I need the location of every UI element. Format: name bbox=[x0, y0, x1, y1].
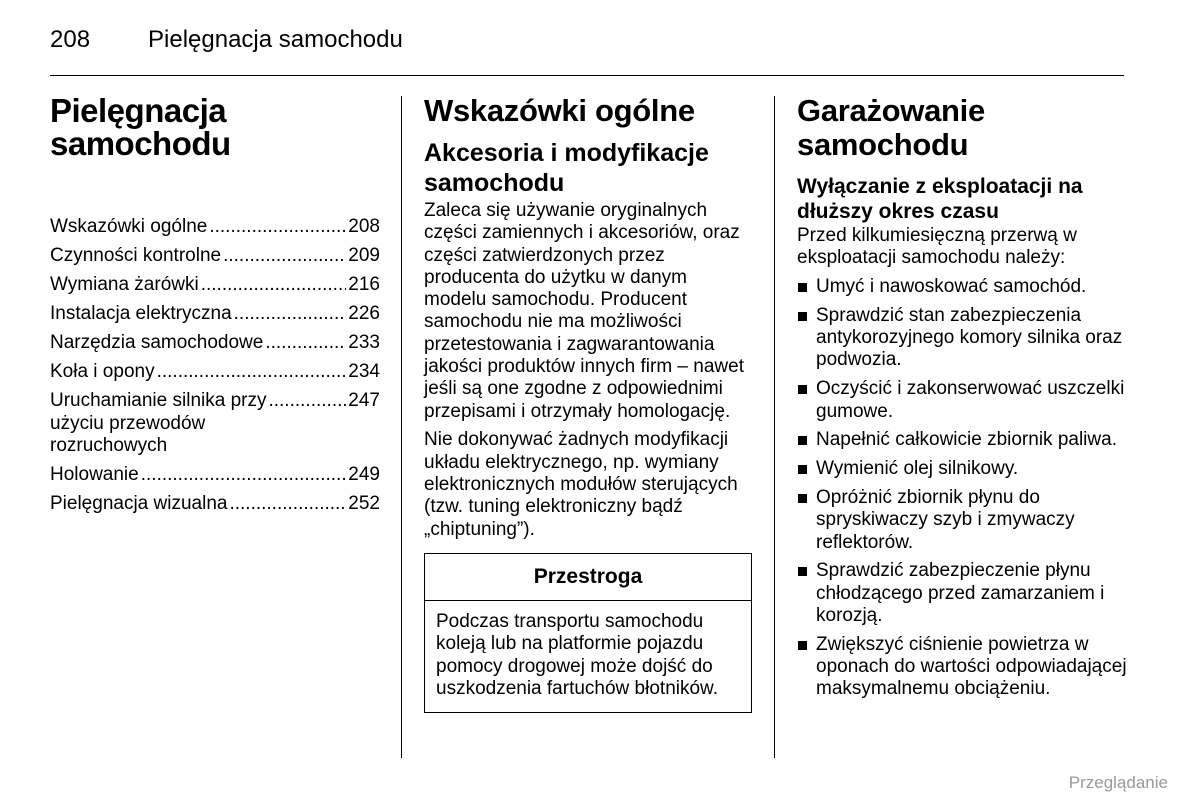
list-item-text: Opróżnić zbiornik płynu do spryskiwaczy szyb i zmywaczy reflektorów. bbox=[816, 486, 1075, 553]
subsection-title: Akcesoria i modyfikacje samochodu bbox=[424, 139, 709, 197]
toc-item[interactable] bbox=[50, 216, 380, 239]
page-number: 208 bbox=[50, 26, 91, 53]
list-item-text: Umyć i nawoskować samochód. bbox=[816, 276, 1087, 298]
square-bullet-icon bbox=[798, 567, 807, 576]
running-title: Pielęgnacja samochodu bbox=[148, 26, 403, 53]
caution-text: Podczas transportu samochodu koleją lub na platformie pojazdu pomocy drogowej może dojść do uszkodzenia fartuchów błotników. bbox=[436, 610, 718, 699]
list-item-text: Wymienić olej silnikowy. bbox=[816, 458, 1019, 480]
toc-leader bbox=[209, 216, 346, 239]
toc-leader bbox=[268, 390, 346, 413]
toc-label: Pielęgnacja wizualna bbox=[50, 493, 228, 514]
list-item-text: Napełnić całkowicie zbiornik paliwa. bbox=[816, 429, 1117, 451]
toc-leader bbox=[234, 303, 347, 326]
toc-page: 216 bbox=[348, 274, 380, 295]
toc-label: Wymiana żarówki bbox=[50, 274, 199, 295]
list-item bbox=[797, 634, 1127, 701]
caution-box bbox=[424, 553, 752, 713]
list-item bbox=[797, 560, 1127, 627]
list-item bbox=[797, 276, 1127, 298]
toc-item[interactable] bbox=[50, 332, 380, 355]
body-paragraph: Zaleca się używanie oryginalnych części zamiennych i akcesoriów, oraz części zatwierdzonych przez producenta do użytku w danym modelu samochodu. Producent samochodu nie ma możliwości przetestowania i zagwarantowania jakości produktów innych firm – nawet jeśli są one zgodne z odpowiednimi przepisami i otrzymały homologację. bbox=[424, 200, 744, 422]
toc-page: 252 bbox=[348, 493, 380, 514]
toc-page: 233 bbox=[348, 332, 380, 353]
toc-item[interactable] bbox=[50, 274, 380, 297]
column-divider bbox=[401, 96, 402, 758]
section-title: Wskazówki ogólne bbox=[424, 93, 695, 128]
toc-page: 234 bbox=[348, 361, 380, 382]
list-item-text: Sprawdzić stan zabezpieczenia antykorozyjnego komory silnika oraz podwozia. bbox=[816, 304, 1123, 371]
toc-page: 226 bbox=[348, 303, 380, 324]
square-bullet-icon bbox=[798, 283, 807, 292]
header-rule bbox=[50, 75, 1124, 76]
toc-item[interactable] bbox=[50, 361, 380, 384]
toc-item[interactable] bbox=[50, 464, 380, 487]
toc-leader bbox=[157, 361, 347, 384]
list-item bbox=[797, 429, 1127, 451]
list-item-text: Sprawdzić zabezpieczenie płynu chłodzącego przed zamarzaniem i korozją. bbox=[816, 560, 1105, 626]
toc-leader bbox=[201, 274, 347, 297]
table-of-contents bbox=[50, 216, 380, 516]
list-item bbox=[797, 305, 1127, 372]
list-item bbox=[797, 458, 1127, 480]
toc-item[interactable] bbox=[50, 493, 380, 516]
toc-label: Koła i opony bbox=[50, 361, 155, 382]
square-bullet-icon bbox=[798, 465, 807, 474]
toc-leader bbox=[141, 464, 347, 487]
square-bullet-icon bbox=[798, 641, 807, 650]
toc-leader bbox=[229, 493, 346, 516]
general-notes-column bbox=[424, 94, 754, 713]
section-title: Garażowanie samochodu bbox=[797, 93, 985, 162]
toc-item[interactable] bbox=[50, 303, 380, 326]
intro-paragraph: Przed kilkumiesięczną przerwą w eksploatacji samochodu należy: bbox=[797, 225, 1077, 269]
toc-page: 247 bbox=[348, 390, 380, 411]
storage-column bbox=[797, 94, 1127, 707]
chapter-title-text: Pielęgnacja samochodu bbox=[50, 92, 231, 162]
toc-label: Uruchamianie silnika przy użyciu przewodów rozruchowych bbox=[50, 390, 267, 456]
toc-page: 208 bbox=[348, 216, 380, 237]
toc-leader bbox=[265, 332, 346, 355]
chapter-title bbox=[50, 94, 380, 160]
toc-label: Instalacja elektryczna bbox=[50, 303, 232, 324]
toc-label: Czynności kontrolne bbox=[50, 245, 222, 266]
toc-item[interactable] bbox=[50, 245, 380, 268]
toc-leader bbox=[223, 245, 346, 268]
toc-label: Wskazówki ogólne bbox=[50, 216, 208, 237]
square-bullet-icon bbox=[798, 385, 807, 394]
toc-label: Holowanie bbox=[50, 464, 139, 485]
column-divider bbox=[774, 96, 775, 758]
body-paragraph: Nie dokonywać żadnych modyfikacji układu elektrycznego, np. wymiany elektronicznych modułów sterujących (tzw. tuning elektroniczny bądź „chiptuning”). bbox=[424, 429, 738, 540]
list-item bbox=[797, 378, 1127, 423]
square-bullet-icon bbox=[798, 494, 807, 503]
toc-page: 209 bbox=[348, 245, 380, 266]
toc-label: Narzędzia samochodowe bbox=[50, 332, 264, 353]
caution-heading: Przestroga bbox=[425, 554, 751, 601]
list-item-text: Zwiększyć ciśnienie powietrza w oponach do wartości odpowiadającej maksymalnemu obciążeniu. bbox=[816, 633, 1127, 700]
checklist bbox=[797, 276, 1127, 701]
list-item bbox=[797, 487, 1127, 554]
square-bullet-icon bbox=[798, 436, 807, 445]
square-bullet-icon bbox=[798, 312, 807, 321]
list-item-text: Oczyścić i zakonserwować uszczelki gumowe. bbox=[816, 378, 1125, 422]
toc-page: 249 bbox=[348, 464, 380, 485]
toc-item[interactable] bbox=[50, 390, 380, 458]
subsection-title: Wyłączanie z eksploatacji na dłuższy okres czasu bbox=[797, 175, 1083, 223]
footer-label: Przeglądanie bbox=[1068, 773, 1168, 792]
chapter-column bbox=[50, 94, 380, 522]
